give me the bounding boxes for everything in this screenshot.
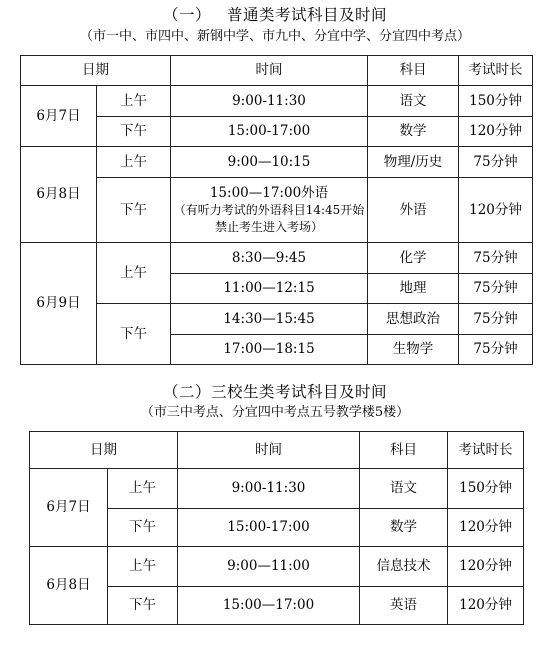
date-cell: 6月8日	[30, 547, 108, 625]
section2-title: （二）三校生类考试科目及时间	[162, 383, 387, 401]
subject-cell: 语文	[360, 469, 448, 509]
duration-cell: 120分钟	[459, 178, 533, 243]
table-row	[21, 117, 533, 147]
period-cell: 上午	[97, 147, 171, 178]
section1-subtitle: （市一中、市四中、新钢中学、市九中、分宜中学、分宜四中考点）	[79, 29, 470, 44]
subject-cell: 化学	[368, 243, 459, 274]
header-subject: 科目	[360, 432, 448, 469]
header-subject: 科目	[368, 56, 459, 86]
subject-cell: 生物学	[368, 335, 459, 365]
time-cell: 11:00—12:15	[171, 274, 368, 304]
table-row	[21, 86, 533, 117]
time-cell: 9:00—10:15	[171, 147, 368, 178]
header-time: 时间	[171, 56, 368, 86]
subject-cell: 信息技术	[360, 547, 448, 587]
vocational-exam-schedule-table	[29, 431, 524, 625]
table-row	[30, 547, 524, 587]
time-cell	[171, 178, 368, 243]
time-text: 15:00—17:00外语	[209, 185, 329, 202]
header-duration: 考试时长	[448, 432, 524, 469]
period-cell: 下午	[97, 117, 171, 147]
time-cell: 15:00-17:00	[178, 509, 360, 547]
duration-cell: 150分钟	[459, 86, 533, 117]
time-cell: 15:00—17:00	[178, 587, 360, 625]
date-cell: 6月7日	[21, 86, 97, 147]
period-cell: 下午	[97, 304, 171, 365]
table-row	[21, 243, 533, 274]
period-cell: 下午	[108, 509, 178, 547]
duration-cell: 75分钟	[459, 335, 533, 365]
date-cell: 6月7日	[30, 469, 108, 547]
time-cell: 9:00-11:30	[171, 86, 368, 117]
period-cell: 上午	[97, 86, 171, 117]
table-header-row	[30, 432, 524, 469]
period-cell: 上午	[108, 469, 178, 509]
header-duration: 考试时长	[459, 56, 533, 86]
subject-cell: 数学	[368, 117, 459, 147]
subject-cell: 物理/历史	[368, 147, 459, 178]
header-date: 日期	[30, 432, 178, 469]
section1-title	[0, 3, 550, 25]
header-date: 日期	[21, 56, 171, 86]
duration-cell: 120分钟	[459, 117, 533, 147]
time-cell: 15:00-17:00	[171, 117, 368, 147]
table-row	[21, 304, 533, 335]
time-cell: 9:00-11:30	[178, 469, 360, 509]
period-cell: 下午	[97, 178, 171, 243]
subject-cell: 思想政治	[368, 304, 459, 335]
subject-cell: 数学	[360, 509, 448, 547]
table-row	[30, 469, 524, 509]
duration-cell: 75分钟	[459, 147, 533, 178]
section2-subtitle: （市三中考点、分宜四中考点五号教学楼5楼）	[140, 405, 410, 420]
duration-cell: 120分钟	[448, 509, 524, 547]
subject-cell: 语文	[368, 86, 459, 117]
header-time: 时间	[178, 432, 360, 469]
time-cell: 8:30—9:45	[171, 243, 368, 274]
date-cell: 6月8日	[21, 147, 97, 243]
table-row	[21, 147, 533, 178]
duration-cell: 75分钟	[459, 243, 533, 274]
table-row	[21, 178, 533, 243]
period-cell: 上午	[108, 547, 178, 587]
duration-cell: 150分钟	[448, 469, 524, 509]
duration-cell: 120分钟	[448, 547, 524, 587]
time-cell: 17:00—18:15	[171, 335, 368, 365]
period-cell: 下午	[108, 587, 178, 625]
subject-cell: 英语	[360, 587, 448, 625]
duration-cell: 75分钟	[459, 274, 533, 304]
date-cell: 6月9日	[21, 243, 97, 365]
time-cell: 9:00—11:00	[178, 547, 360, 587]
time-cell: 14:30—15:45	[171, 304, 368, 335]
duration-cell: 75分钟	[459, 304, 533, 335]
listening-note: （有听力考试的外语科目14:45开始禁止考生进入考场）	[173, 203, 365, 235]
section1-title-text: 普通类考试科目及时间	[227, 6, 388, 24]
subject-cell: 地理	[368, 274, 459, 304]
subject-cell: 外语	[368, 178, 459, 243]
table-header-row	[21, 56, 533, 86]
period-cell: 上午	[97, 243, 171, 304]
section1-title-number: （一）	[162, 6, 211, 24]
duration-cell: 120分钟	[448, 587, 524, 625]
general-exam-schedule-table	[20, 55, 533, 365]
